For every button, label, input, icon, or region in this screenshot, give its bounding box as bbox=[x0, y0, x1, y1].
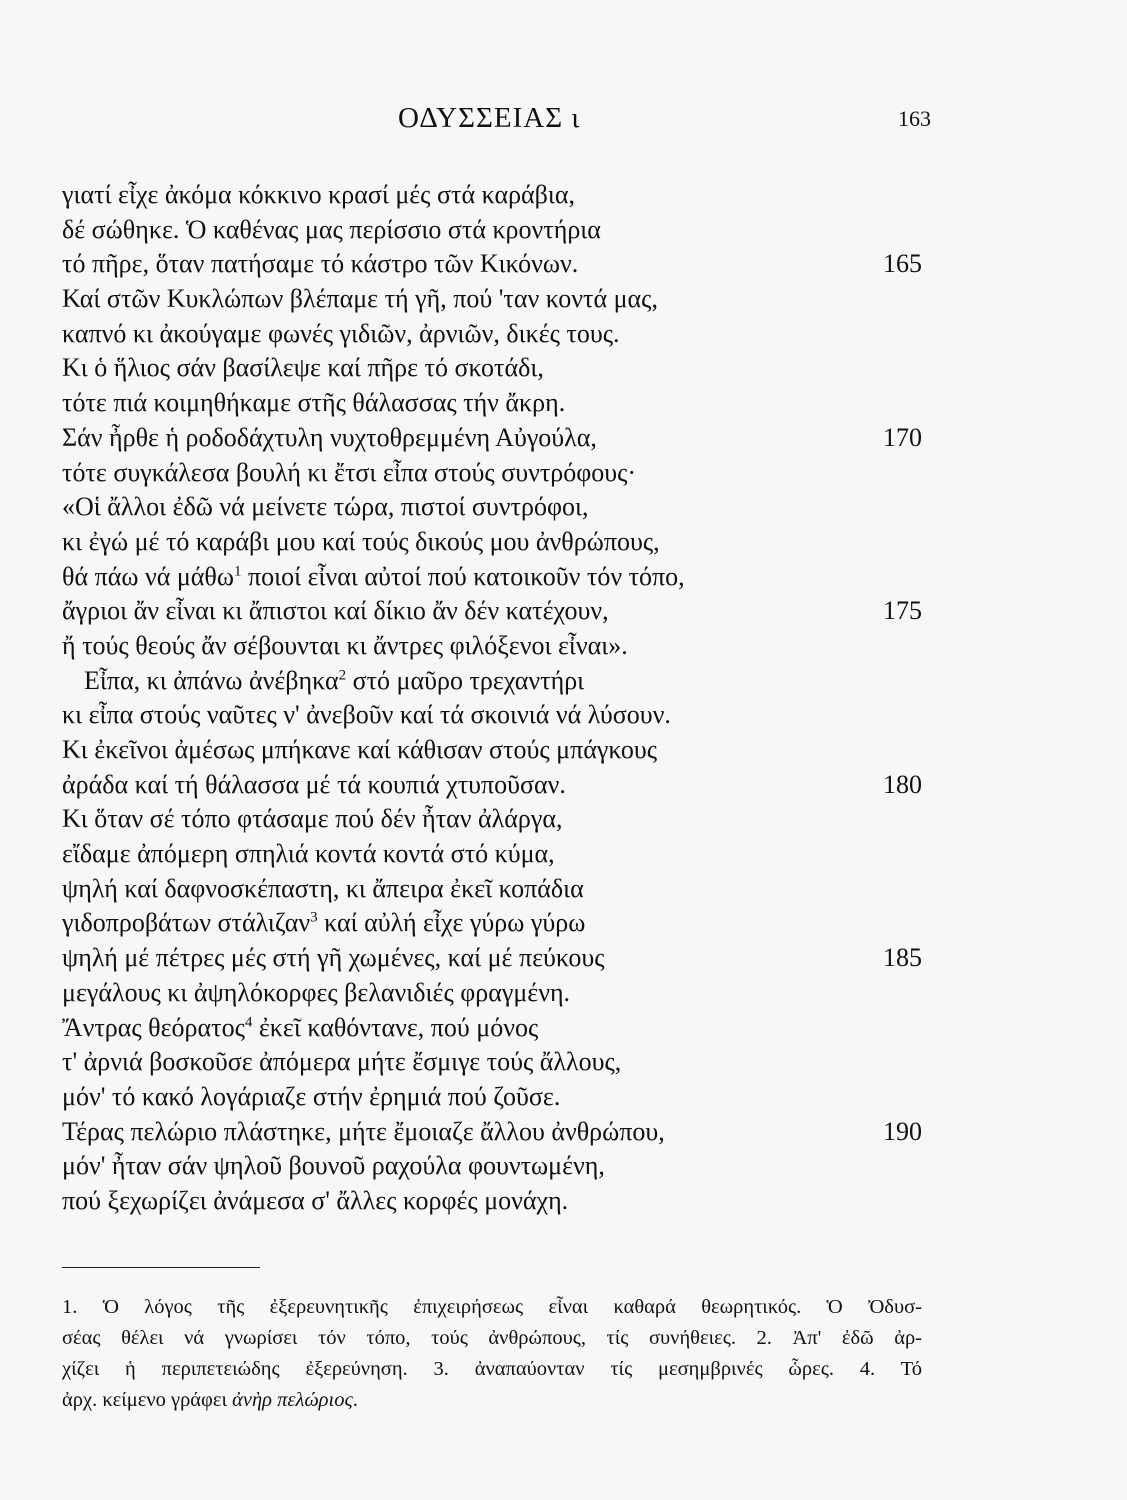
verse-line bbox=[62, 768, 922, 803]
verse-text-part: Κι ἐκεῖνοι ἀμέσως μπήκανε καί κάθισαν στούς μπάγκους bbox=[62, 735, 658, 764]
verse-text bbox=[62, 249, 578, 278]
verse-text-part: τό πῆρε, ὅταν πατήσαμε τό κάστρο τῶν Κικόνων. bbox=[62, 249, 579, 279]
verse-text-part: Ἄντρας θεόρατος bbox=[62, 1012, 245, 1042]
line-number: 165 bbox=[883, 249, 922, 279]
verse-text-part: στό μαῦρο τρεχαντήρι bbox=[346, 665, 585, 695]
verse-line bbox=[62, 282, 922, 317]
verse-text bbox=[62, 492, 588, 521]
verse-line bbox=[62, 941, 922, 976]
verse-line bbox=[62, 456, 922, 491]
verse-line bbox=[62, 698, 922, 733]
verse-text bbox=[62, 735, 657, 764]
line-number: 185 bbox=[883, 943, 922, 973]
verse-text-part: ἤ τούς θεούς ἄν σέβουνται κι ἄντρες φιλόξενοι εἶναι». bbox=[62, 630, 628, 660]
footnote-marker: 4 bbox=[244, 1013, 253, 1030]
verse-text-part: καί αὐλή εἶχε γύρω γύρω bbox=[317, 908, 586, 938]
verse-text bbox=[62, 180, 575, 209]
verse-text-part: μόν' τό κακό λογάριαζε στήν ἐρημιά πού ζοῦσε. bbox=[62, 1081, 561, 1111]
verse-text bbox=[62, 527, 660, 556]
footnote-line bbox=[62, 1385, 922, 1416]
verse-text-part: Καί στῶν Κυκλώπων βλέπαμε τή γῆ, πού 'ταν κοντά μας, bbox=[62, 284, 658, 314]
footnote-line: χίζει ἡ περιπετειώδης ἐξερεύνηση. 3. ἀναπαύονταν τίς μεσημβρινές ὧρες. 4. Τό bbox=[62, 1358, 922, 1380]
poem-text bbox=[62, 178, 922, 1219]
verse-text-part: ποιοί εἶναι αὐτοί πού κατοικοῦν τόν τόπο, bbox=[241, 561, 685, 591]
verse-text bbox=[62, 319, 620, 348]
footnote-marker: 2 bbox=[338, 666, 347, 683]
footnote-divider bbox=[62, 1267, 260, 1268]
verse-line bbox=[62, 421, 922, 456]
footnotes bbox=[62, 1292, 922, 1416]
verse-line bbox=[62, 629, 922, 664]
verse-text bbox=[62, 1082, 560, 1111]
verse-line bbox=[62, 490, 922, 525]
verse-text-part: ἀράδα καί τή θάλασσα μέ τά κουπιά χτυποῦσαν. bbox=[62, 769, 566, 799]
verse-line bbox=[62, 351, 922, 386]
verse-text-part: «Οἱ ἄλλοι ἐδῶ νά μείνετε τώρα, πιστοί συντρόφοι, bbox=[62, 492, 589, 522]
verse-line bbox=[62, 1045, 922, 1080]
verse-line bbox=[62, 178, 922, 213]
verse-text bbox=[62, 353, 544, 382]
verse-line bbox=[62, 525, 922, 560]
verse-text-part: θά πάω νά μάθω bbox=[62, 561, 234, 591]
verse-text bbox=[62, 631, 628, 660]
running-title: ΟΔΥΣΣΕΙΑΣ ι bbox=[398, 102, 581, 134]
line-number: 175 bbox=[883, 596, 922, 626]
verse-text bbox=[62, 943, 605, 972]
verse-text-part: τότε συγκάλεσα βουλή κι ἔτσι εἶπα στούς συντρόφους· bbox=[62, 457, 637, 487]
verse-text bbox=[62, 700, 671, 729]
verse-line bbox=[62, 1011, 922, 1046]
verse-text bbox=[62, 1047, 621, 1076]
verse-text bbox=[62, 978, 570, 1007]
verse-line bbox=[62, 1115, 922, 1150]
footnote-marker: 3 bbox=[310, 909, 318, 926]
verse-line bbox=[62, 386, 922, 421]
verse-text-part: Κι ὅταν σέ τόπο φτάσαμε πού δέν ἦταν ἀλάργα, bbox=[62, 804, 563, 834]
verse-line bbox=[62, 872, 922, 907]
footnote-text: ἀρχ. κείμενο γράφει bbox=[62, 1389, 233, 1411]
footnote-text: . bbox=[352, 1389, 358, 1411]
verse-line bbox=[62, 837, 922, 872]
verse-text bbox=[62, 666, 584, 695]
verse-text bbox=[62, 284, 658, 313]
verse-line bbox=[62, 317, 922, 352]
verse-text-part: γιατί εἶχε ἀκόμα κόκκινο κρασί μές στά καράβια, bbox=[62, 180, 576, 209]
verse-line bbox=[62, 976, 922, 1011]
verse-text bbox=[62, 839, 555, 868]
verse-line bbox=[62, 1149, 922, 1184]
line-number: 170 bbox=[883, 422, 922, 452]
verse-line bbox=[62, 906, 922, 941]
verse-line bbox=[62, 1080, 922, 1115]
verse-text bbox=[62, 1117, 665, 1146]
verse-line bbox=[62, 213, 922, 248]
page-header bbox=[0, 102, 1127, 142]
verse-line bbox=[62, 802, 922, 837]
footnote-marker: 1 bbox=[233, 562, 242, 579]
verse-text-part: δέ σώθηκε. Ὁ καθένας μας περίσσιο στά κροντήρια bbox=[62, 214, 601, 244]
verse-text-part: γιδοπροβάτων στάλιζαν bbox=[62, 908, 311, 938]
verse-text-part: πού ξεχωρίζει ἀνάμεσα σ' ἄλλες κορφές μονάχη. bbox=[62, 1185, 569, 1215]
verse-text-part: ἐκεῖ καθόντανε, πού μόνος bbox=[252, 1012, 539, 1042]
verse-text-part: κι εἶπα στούς ναῦτες ν' ἀνεβοῦν καί τά σκοινιά νά λύσουν. bbox=[62, 700, 671, 730]
verse-text-part: ἄγριοι ἄν εἶναι κι ἄπιστοι καί δίκιο ἄν δέν κατέχουν, bbox=[62, 596, 609, 626]
verse-text-part: κι ἐγώ μέ τό καράβι μου καί τούς δικούς μου ἀνθρώπους, bbox=[62, 526, 660, 556]
verse-text bbox=[62, 215, 601, 244]
verse-line bbox=[62, 247, 922, 282]
footnote-quote: ἀνὴρ πελώριος bbox=[232, 1389, 353, 1411]
verse-text bbox=[62, 596, 609, 625]
verse-text bbox=[62, 874, 584, 903]
verse-line bbox=[62, 664, 922, 699]
verse-text bbox=[62, 1013, 538, 1042]
verse-text bbox=[62, 458, 636, 487]
verse-text-part: τότε πιά κοιμηθήκαμε στῆς θάλασσας τήν ἄκρη. bbox=[62, 388, 566, 418]
verse-text bbox=[62, 908, 585, 937]
verse-text-part: καπνό κι ἀκούγαμε φωνές γιδιῶν, ἀρνιῶν, δικές τους. bbox=[62, 318, 620, 348]
verse-text-part: Κι ὁ ἥλιος σάν βασίλεψε καί πῆρε τό σκοτάδι, bbox=[62, 353, 544, 383]
footnote-line: σέας θέλει νά γνωρίσει τόν τόπο, τούς ἀνθρώπους, τίς συνήθειες. 2. Ἀπ' ἐδῶ ἀρ- bbox=[62, 1327, 922, 1349]
verse-text bbox=[62, 423, 597, 452]
verse-text bbox=[62, 804, 562, 833]
line-number: 180 bbox=[883, 769, 922, 799]
verse-text bbox=[62, 388, 565, 417]
verse-text-part: εἴδαμε ἀπόμερη σπηλιά κοντά κοντά στό κύμα, bbox=[62, 839, 555, 869]
page-number: 163 bbox=[898, 106, 931, 131]
footnote-line: 1. Ὁ λόγος τῆς ἐξερευνητικῆς ἐπιχειρήσεως εἶναι καθαρά θεωρητικός. Ὁ Ὀδυσ- bbox=[62, 1296, 922, 1318]
verse-line bbox=[62, 560, 922, 595]
verse-text-part: Τέρας πελώριο πλάστηκε, μήτε ἔμοιαζε ἄλλου ἀνθρώπου, bbox=[62, 1116, 665, 1146]
verse-text-part: ψηλή μέ πέτρες μές στή γῆ χωμένες, καί μέ πεύκους bbox=[62, 943, 605, 973]
verse-text bbox=[62, 562, 685, 591]
verse-line bbox=[62, 733, 922, 768]
verse-text-part: τ' ἀρνιά βοσκοῦσε ἀπόμερα μήτε ἔσμιγε τούς ἄλλους, bbox=[62, 1047, 622, 1077]
verse-text-part: Σάν ἦρθε ἡ ροδοδάχτυλη νυχτοθρεμμένη Αὐγούλα, bbox=[62, 422, 597, 452]
verse-text bbox=[62, 1186, 568, 1215]
verse-text bbox=[62, 770, 566, 799]
verse-text-part: μεγάλους κι ἀψηλόκορφες βελανιδιές φραγμένη. bbox=[62, 977, 571, 1007]
verse-text-part: ψηλή καί δαφνοσκέπαστη, κι ἄπειρα ἐκεῖ κοπάδια bbox=[62, 873, 584, 903]
verse-line bbox=[62, 1184, 922, 1219]
verse-text bbox=[62, 1151, 605, 1180]
verse-text-part: μόν' ἦταν σάν ψηλοῦ βουνοῦ ραχούλα φουντωμένη, bbox=[62, 1151, 605, 1181]
verse-line bbox=[62, 594, 922, 629]
line-number: 190 bbox=[883, 1116, 922, 1146]
verse-text-part: Εἶπα, κι ἀπάνω ἀνέβηκα bbox=[84, 665, 339, 695]
